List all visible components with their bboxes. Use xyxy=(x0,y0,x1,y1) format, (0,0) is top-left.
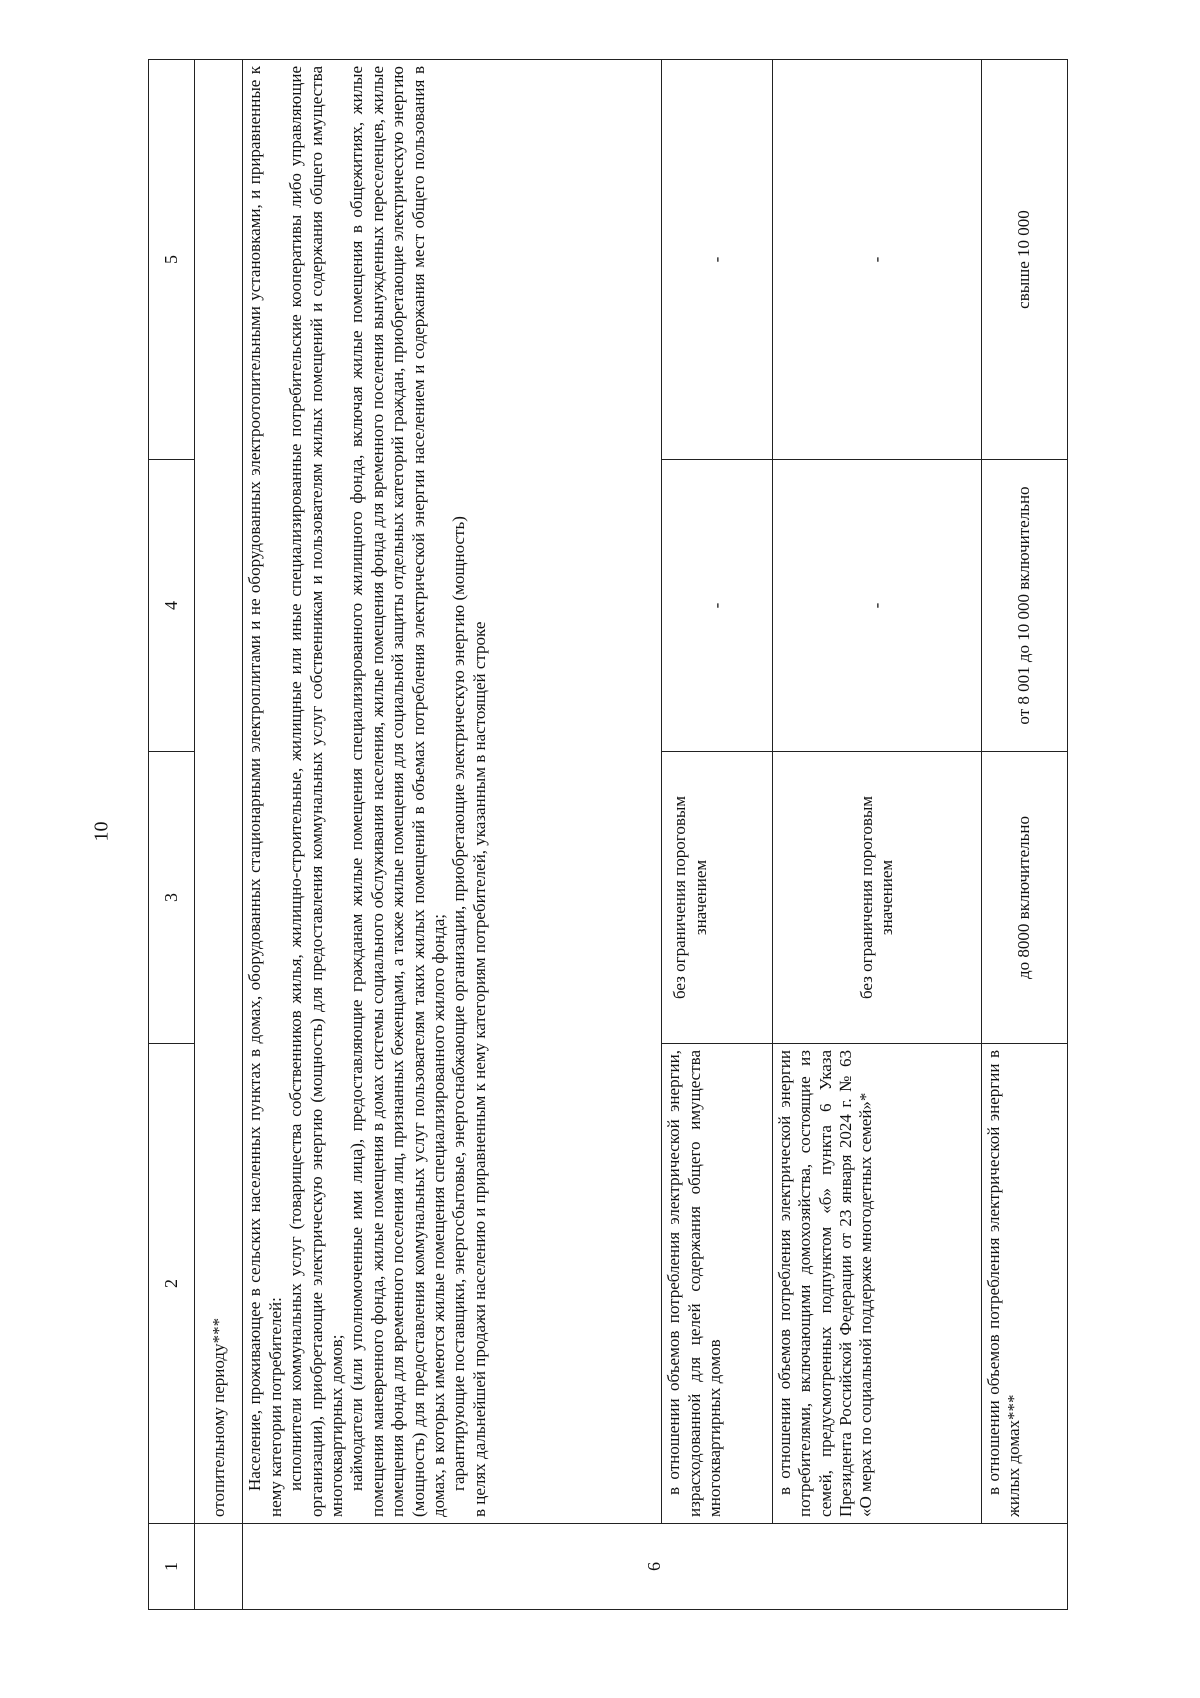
cell-empty xyxy=(195,1524,243,1610)
row-description: в отношении объемов потребления электрической энергии потребителями, включающими домохозяйства, состоящие из семей, предусмотренных подпунктом «б» пункта 6 Указа Президента Российской Федерации от 23 января 2024 г. № 63 «О мерах по социальной поддержке многодетных семей»* xyxy=(772,1044,981,1524)
page-number: 10 xyxy=(90,821,113,842)
naselenie-tail: в целях дальнейшей продажи населению и приравненным к нему категориям потребителей, указанным в настоящей строке xyxy=(469,621,489,1517)
naselenie-intro: Население, проживающее в сельских населенных пунктах в домах, оборудованных стационарными электроплитами и не оборудованных электроотопительными установками, и приравненные к нему категории потребителей: xyxy=(245,66,285,1517)
header-col-2: 2 xyxy=(149,1044,195,1524)
document-table-area xyxy=(148,60,1068,1610)
header-col-1: 1 xyxy=(149,1524,195,1610)
row-description: в отношении объемов потребления электрической энергии в жилых домах*** xyxy=(982,1044,1068,1524)
table-row-naselenie xyxy=(243,60,662,1610)
naselenie-item-postavshiki: гарантирующие поставщики, энергосбытовые, энергоснабжающие организации, приобретающие электрическую энергию (мощность) xyxy=(449,516,469,1491)
row-col5-value: свыше 10 000 xyxy=(982,60,1068,460)
header-col-5: 5 xyxy=(149,60,195,460)
cell-otoplenie-text: отопительному периоду*** xyxy=(195,60,243,1524)
header-row xyxy=(149,60,195,1610)
row-col3-value: без ограничения пороговым значением xyxy=(662,752,773,1044)
rotated-table-wrapper xyxy=(148,60,1068,1610)
naselenie-item-naimodateli: наймодатели (или уполномоченные ими лица), предоставляющие гражданам жилые помещения специализированного жилищного фонда, включая жилые помещения в общежитиях, жилые помещения маневренного фонда, жилые помещения в домах системы социального обслуживания населения, жилые помещения фонда для временного поселения вынужденных переселенцев, жилые помещения фонда для временного поселения лиц, признанных беженцами, а также жилые помещения для социальной защиты отдельных категорий граждан, приобретающие электрическую энергию (мощность) для предоставления коммунальных услуг пользователям таких жилых помещений в объемах потребления электрической энергии населением и содержания мест общего пользования в домах, в которых имеются жилые помещения специализированного жилого фонда; xyxy=(347,66,448,1517)
row-col5-value: - xyxy=(662,60,773,460)
table-row xyxy=(982,60,1068,1610)
cell-naselenie xyxy=(243,60,662,1524)
row-col4-value: - xyxy=(662,460,773,752)
row-col4-value: - xyxy=(772,460,981,752)
table-row xyxy=(662,60,773,1610)
row-col3-value: до 8000 включительно xyxy=(982,752,1068,1044)
group-id-cell: 6 xyxy=(243,1524,1068,1610)
table-row-otoplenie xyxy=(195,60,243,1610)
row-description: в отношении объемов потребления электрической энергии, израсходованной для целей содержания общего имущества многоквартирных домов xyxy=(662,1044,773,1524)
tariff-table xyxy=(148,59,1068,1610)
row-col3-value: без ограничения пороговым значением xyxy=(772,752,981,1044)
row-col5-value: - xyxy=(772,60,981,460)
table-row xyxy=(772,60,981,1610)
naselenie-item-ispolniteli: исполнители коммунальных услуг (товарищества собственников жилья, жилищно-строительные, жилищные или иные специализированные потребительские кооперативы либо управляющие организации), приобретающие электрическую энергию (мощность) для предоставления коммунальных услуг собственникам и пользователям жилых помещений и содержания общего имущества многоквартирных домов; xyxy=(286,66,347,1517)
row-col4-value: от 8 001 до 10 000 включительно xyxy=(982,460,1068,752)
header-col-3: 3 xyxy=(149,752,195,1044)
header-col-4: 4 xyxy=(149,460,195,752)
